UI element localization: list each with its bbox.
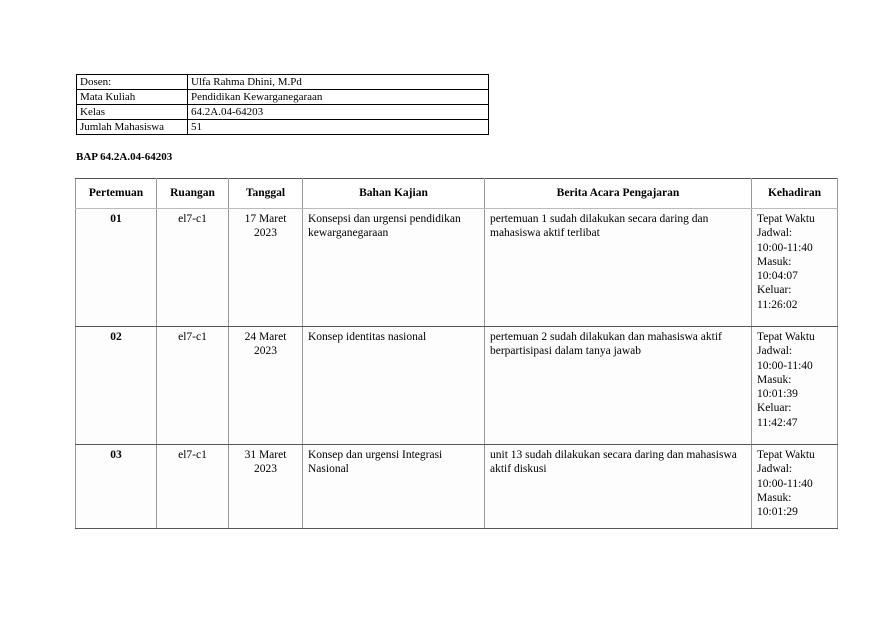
info-label: Dosen:: [77, 75, 188, 90]
info-value: 64.2A.04-64203: [188, 105, 489, 120]
kehadiran-masuk: 10:01:29: [757, 506, 798, 519]
header-bahan-kajian: Bahan Kajian: [303, 179, 485, 209]
info-value: Ulfa Rahma Dhini, M.Pd: [188, 75, 489, 90]
table-row: [76, 327, 838, 445]
kehadiran-keluar-label: Keluar:: [757, 284, 792, 297]
kehadiran-masuk: 10:01:39: [757, 388, 798, 401]
cell-berita-acara: unit 13 sudah dilakukan secara daring dan mahasiswa aktif diskusi: [485, 445, 752, 529]
cell-kehadiran: [752, 209, 838, 327]
header-kehadiran: Kehadiran: [752, 179, 838, 209]
kehadiran-masuk-label: Masuk:: [757, 491, 792, 504]
cell-berita-acara: pertemuan 1 sudah dilakukan secara daring dan mahasiswa aktif terlibat: [485, 209, 752, 327]
header-pertemuan: Pertemuan: [76, 179, 157, 209]
tanggal-date: 17 Maret: [244, 213, 287, 225]
table-header-row: [76, 179, 838, 209]
kehadiran-jadwal: 10:00-11:40: [757, 477, 813, 490]
cell-ruangan: el7-c1: [157, 327, 229, 445]
info-row-dosen: [77, 75, 489, 90]
cell-kehadiran: [752, 327, 838, 445]
cell-ruangan: el7-c1: [157, 209, 229, 327]
table-row: [76, 445, 838, 529]
header-berita-acara: Berita Acara Pengajaran: [485, 179, 752, 209]
kehadiran-status: Tepat Waktu: [757, 449, 815, 461]
cell-pertemuan: 01: [76, 209, 157, 327]
kehadiran-jadwal: 10:00-11:40: [757, 241, 813, 254]
header-ruangan: Ruangan: [157, 179, 229, 209]
table-row: [76, 209, 838, 327]
info-row-mata-kuliah: [77, 90, 489, 105]
kehadiran-jadwal-label: Jadwal:: [757, 227, 793, 240]
cell-bahan-kajian: Konsepsi dan urgensi pendidikan kewarganegaraan: [303, 209, 485, 327]
tanggal-year: 2023: [254, 345, 277, 358]
info-label: Mata Kuliah: [77, 90, 188, 105]
cell-tanggal: [229, 445, 303, 529]
cell-tanggal: [229, 327, 303, 445]
info-row-jumlah-mahasiswa: [77, 120, 489, 135]
kehadiran-masuk-label: Masuk:: [757, 373, 792, 386]
kehadiran-status: Tepat Waktu: [757, 213, 815, 225]
kehadiran-jadwal-label: Jadwal:: [757, 463, 793, 476]
tanggal-year: 2023: [254, 227, 277, 240]
kehadiran-status: Tepat Waktu: [757, 331, 815, 343]
tanggal-date: 31 Maret: [244, 449, 287, 461]
cell-pertemuan: 03: [76, 445, 157, 529]
info-row-kelas: [77, 105, 489, 120]
kehadiran-masuk-label: Masuk:: [757, 255, 792, 268]
cell-berita-acara: pertemuan 2 sudah dilakukan dan mahasiswa aktif berpartisipasi dalam tanya jawab: [485, 327, 752, 445]
kehadiran-jadwal-label: Jadwal:: [757, 345, 793, 358]
kehadiran-jadwal: 10:00-11:40: [757, 359, 813, 372]
kehadiran-keluar: 11:26:02: [757, 298, 798, 311]
info-label: Kelas: [77, 105, 188, 120]
cell-bahan-kajian: Konsep identitas nasional: [303, 327, 485, 445]
header-tanggal: Tanggal: [229, 179, 303, 209]
kehadiran-masuk: 10:04:07: [757, 270, 798, 283]
bap-title: BAP 64.2A.04-64203: [76, 151, 173, 163]
bap-table: [75, 178, 838, 529]
info-value: 51: [188, 120, 489, 135]
info-label: Jumlah Mahasiswa: [77, 120, 188, 135]
cell-bahan-kajian: Konsep dan urgensi Integrasi Nasional: [303, 445, 485, 529]
cell-kehadiran: [752, 445, 838, 529]
tanggal-year: 2023: [254, 463, 277, 476]
cell-tanggal: [229, 209, 303, 327]
course-info-table: [76, 74, 489, 135]
cell-pertemuan: 02: [76, 327, 157, 445]
info-value: Pendidikan Kewarganegaraan: [188, 90, 489, 105]
cell-ruangan: el7-c1: [157, 445, 229, 529]
kehadiran-keluar-label: Keluar:: [757, 402, 792, 415]
kehadiran-keluar: 11:42:47: [757, 416, 798, 429]
tanggal-date: 24 Maret: [244, 331, 287, 343]
